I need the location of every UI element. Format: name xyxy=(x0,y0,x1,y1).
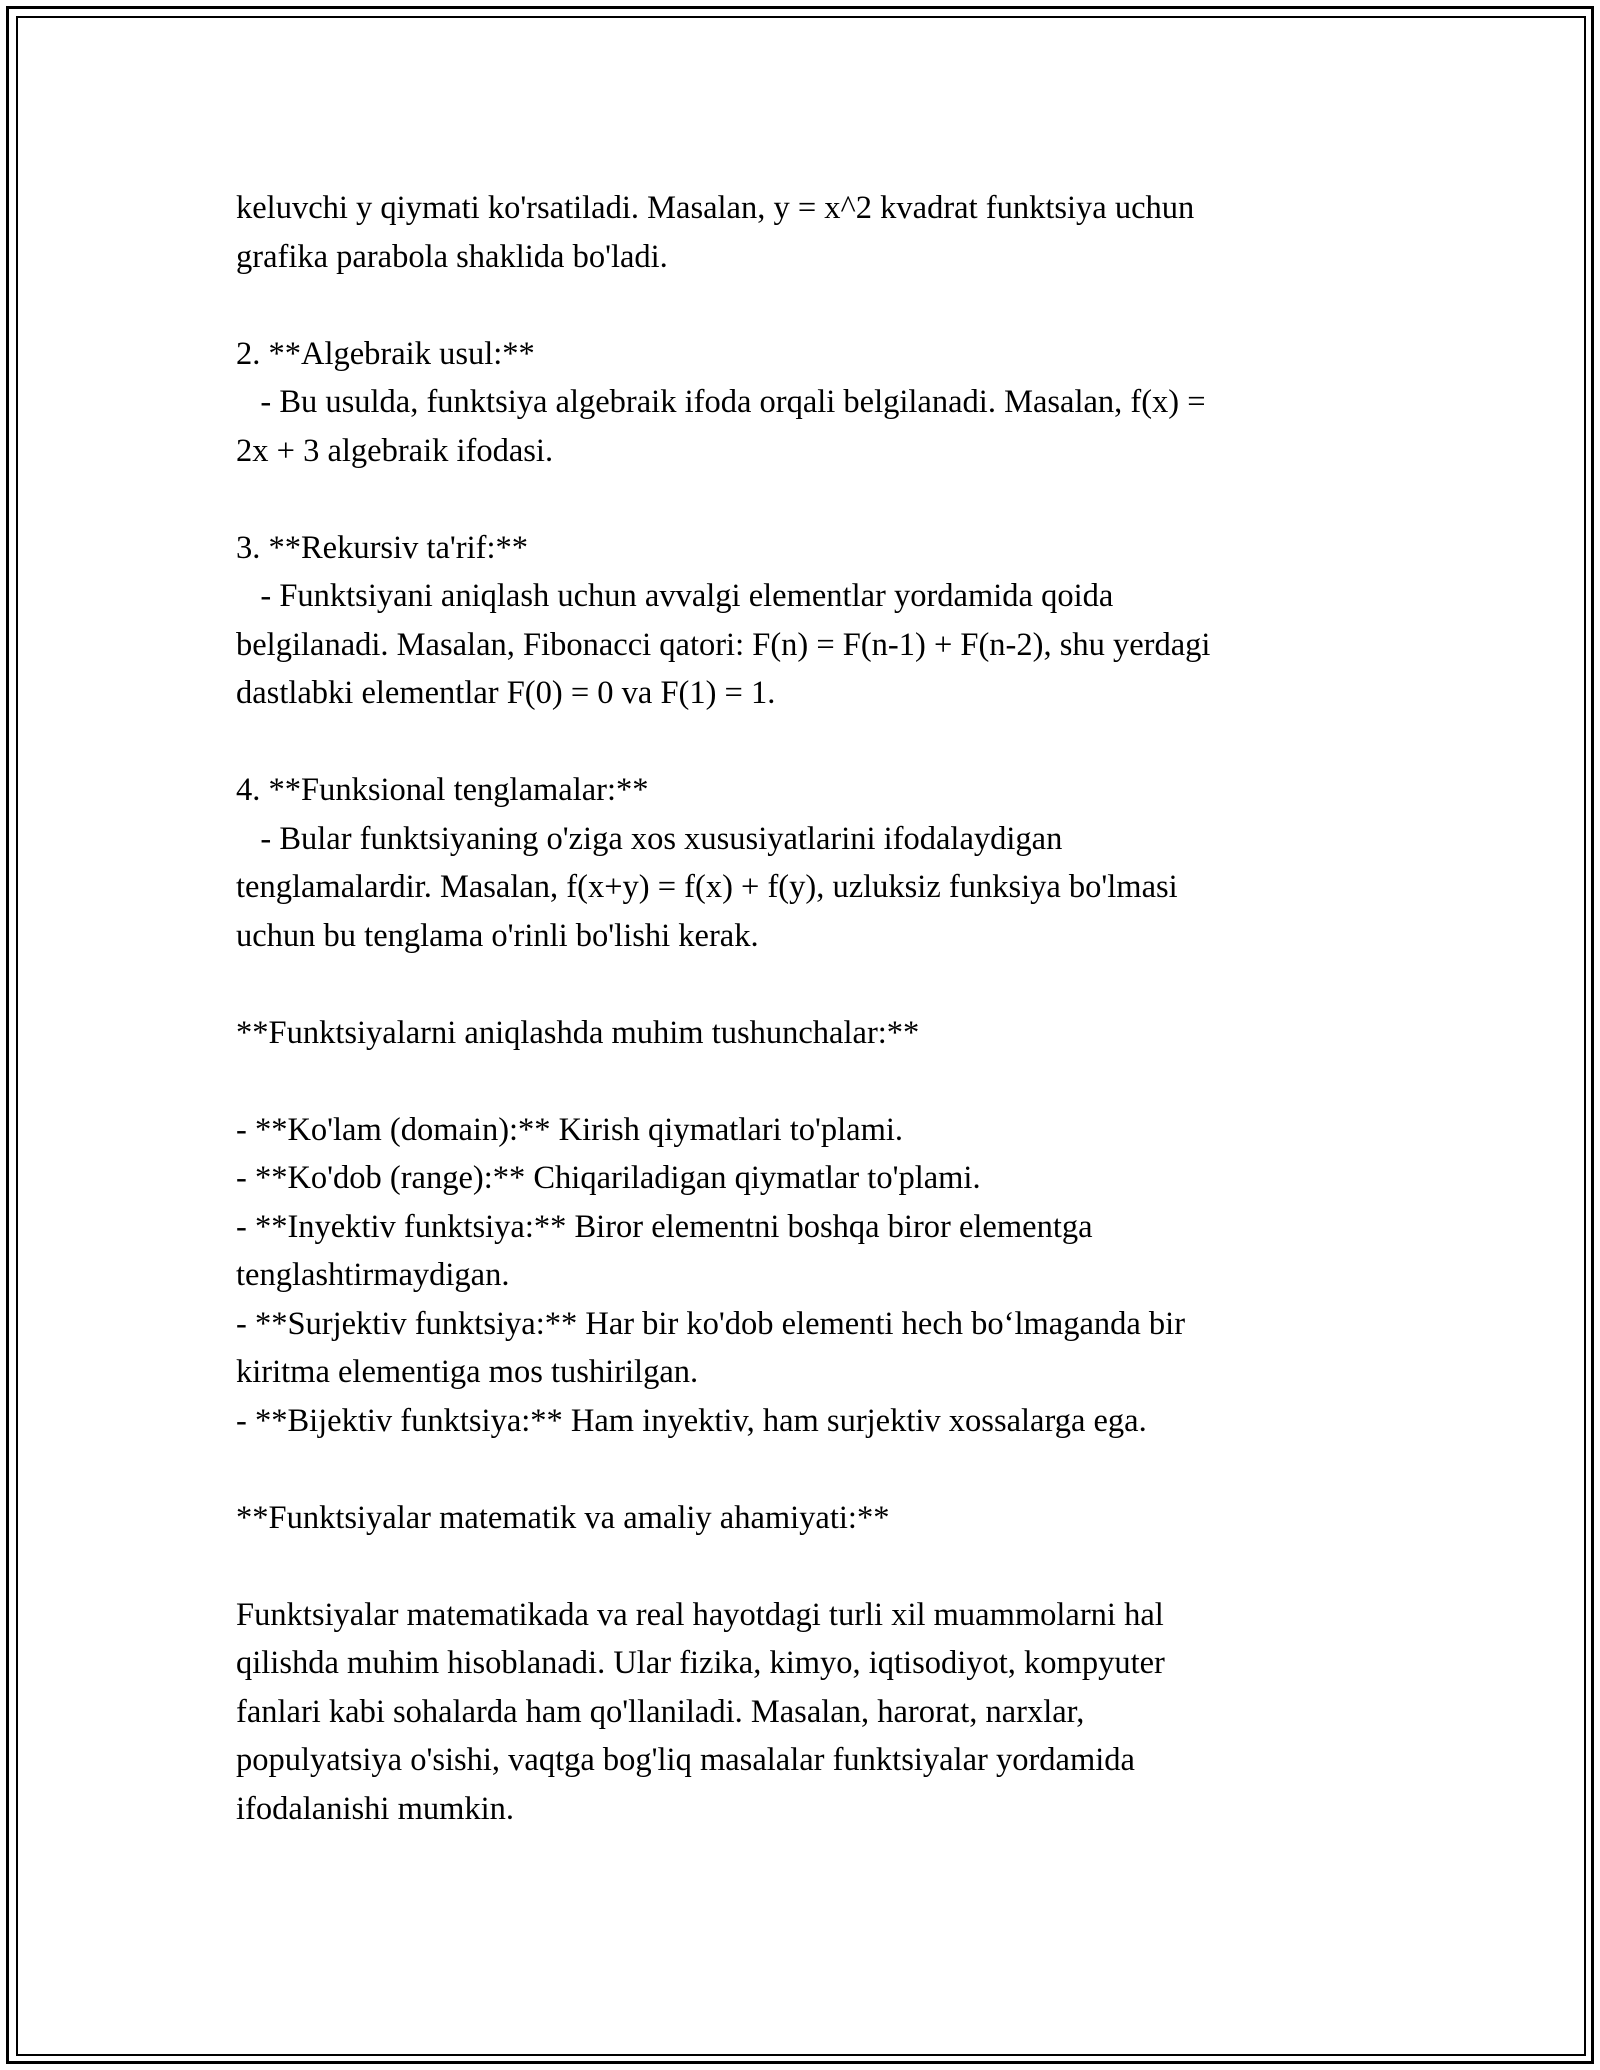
text-line: - Bu usulda, funktsiya algebraik ifoda orqali belgilanadi. Masalan, f(x) = xyxy=(236,384,1206,420)
blank-line xyxy=(236,718,1356,767)
text-line: Funktsiyalar matematikada va real hayotdagi turli xil muammolarni hal xyxy=(236,1596,1164,1633)
text-line: grafika parabola shaklida bo'ladi. xyxy=(236,238,668,275)
list-item: - **Bijektiv funktsiya:** Ham inyektiv, ham surjektiv xossalarga ega. xyxy=(236,1402,1147,1439)
text-line: dastlabki elementlar F(0) = 0 va F(1) = 1. xyxy=(236,675,776,711)
text-line: fanlari kabi sohalarda ham qo'llaniladi. Masalan, harorat, narxlar, xyxy=(236,1693,1085,1730)
text-line: belgilanadi. Masalan, Fibonacci qatori: F(n) = F(n-1) + F(n-2), shu yerdagi xyxy=(236,626,1211,663)
blank-line xyxy=(236,1542,1356,1591)
blank-line xyxy=(236,1057,1356,1106)
text-line: keluvchi y qiymati ko'rsatiladi. Masalan, y = x^2 kvadrat funktsiya uchun xyxy=(236,190,1195,226)
section-heading: 3. **Rekursiv ta'rif:** xyxy=(236,529,528,566)
section-heading: 4. **Funksional tenglamalar:** xyxy=(236,772,649,808)
text-line: tenglamalardir. Masalan, f(x+y) = f(x) + f(y), uzluksiz funksiya bo'lmasi xyxy=(236,869,1178,905)
section-heading: **Funktsiyalarni aniqlashda muhim tushunchalar:** xyxy=(236,1014,920,1051)
blank-line xyxy=(236,960,1356,1009)
text-line: kiritma elementiga mos tushirilgan. xyxy=(236,1354,699,1390)
text-line: uchun bu tenglama o'rinli bo'lishi kerak. xyxy=(236,917,759,954)
list-item: - **Inyektiv funktsiya:** Biror elementni boshqa biror elementga xyxy=(236,1208,1093,1245)
list-item: - **Surjektiv funktsiya:** Har bir ko'dob elementi hech bo‘lmaganda bir xyxy=(236,1305,1186,1342)
text-line: populyatsiya o'sishi, vaqtga bog'liq masalalar funktsiyalar yordamida xyxy=(236,1742,1135,1778)
text-line: - Funktsiyani aniqlash uchun avvalgi elementlar yordamida qoida xyxy=(236,578,1114,614)
text-line: qilishda muhim hisoblanadi. Ular fizika, kimyo, iqtisodiyot, kompyuter xyxy=(236,1645,1165,1681)
list-item: - **Ko'lam (domain):** Kirish qiymatlari to'plami. xyxy=(236,1111,904,1148)
section-heading: **Funktsiyalar matematik va amaliy ahamiyati:** xyxy=(236,1499,890,1536)
text-line: - Bular funktsiyaning o'ziga xos xususiyatlarini ifodalaydigan xyxy=(236,820,1063,857)
list-item: - **Ko'dob (range):** Chiqariladigan qiymatlar to'plami. xyxy=(236,1160,981,1196)
blank-line xyxy=(236,475,1356,524)
text-line: ifodalanishi mumkin. xyxy=(236,1790,515,1827)
blank-line xyxy=(236,281,1356,330)
blank-line xyxy=(236,1445,1356,1494)
text-line: tenglashtirmaydigan. xyxy=(236,1257,510,1293)
section-heading: 2. **Algebraik usul:** xyxy=(236,335,535,372)
text-line: 2x + 3 algebraik ifodasi. xyxy=(236,432,554,469)
document-body xyxy=(236,184,1356,1833)
